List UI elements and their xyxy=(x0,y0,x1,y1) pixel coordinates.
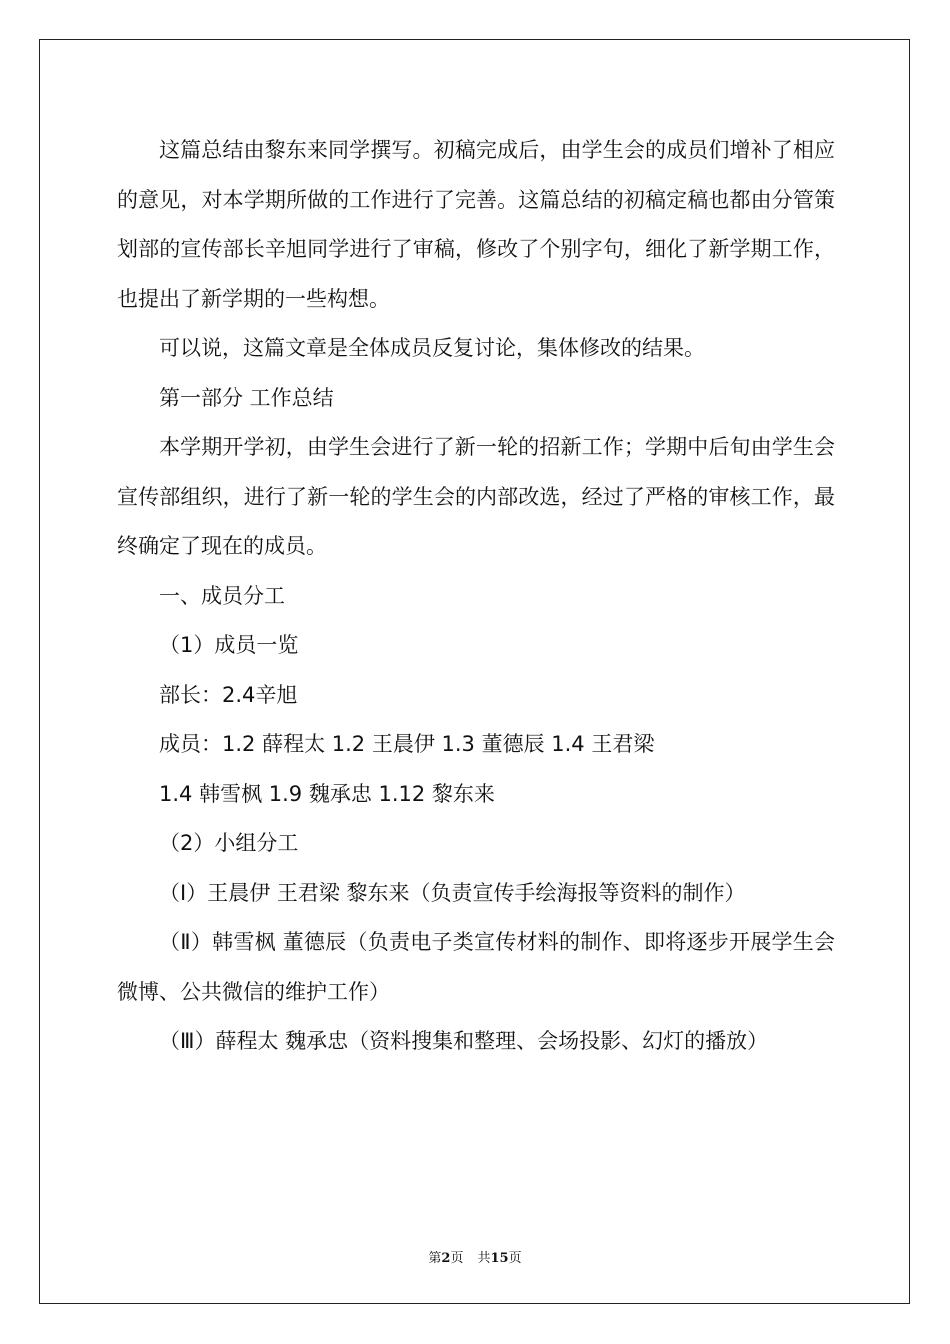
total-pages: 15 xyxy=(490,1251,509,1266)
paragraph-intro: 这篇总结由黎东来同学撰写。初稿完成后，由学生会的成员们增补了相应的意见，对本学期所做的工作进行了完善。这篇总结的初稿定稿也都由分管策划部的宣传部长辛旭同学进行了审稿，修改了个别字句，细化了新学期工作，也提出了新学期的一些构想。 xyxy=(117,138,835,311)
members-line-2: 1.4 韩雪枫 1.9 魏承忠 1.12 黎东来 xyxy=(159,781,495,806)
group-three: （Ⅲ）薛程太 魏承忠（资料搜集和整理、会场投影、幻灯的播放） xyxy=(159,1029,769,1053)
page-footer xyxy=(0,1247,950,1266)
page-prefix: 第 xyxy=(428,1251,442,1266)
paragraph-recruitment: 本学期开学初，由学生会进行了新一轮的招新工作；学期中后旬由学生会宣传部组织，进行了新一轮的学生会的内部改选，经过了严格的审核工作，最终确定了现在的成员。 xyxy=(117,435,835,558)
section-heading-part-one: 第一部分 工作总结 xyxy=(159,385,334,410)
heading-group-division: （2）小组分工 xyxy=(159,831,299,855)
total-prefix: 共 xyxy=(477,1251,491,1266)
heading-member-division: 一、成员分工 xyxy=(159,583,285,608)
page-suffix: 页 xyxy=(450,1251,464,1266)
minister-line: 部长：2.4辛旭 xyxy=(159,682,298,707)
members-line-1: 成员：1.2 薛程太 1.2 王晨伊 1.3 董德辰 1.4 王君梁 xyxy=(159,732,655,756)
total-suffix: 页 xyxy=(508,1251,522,1266)
document-body xyxy=(117,126,835,1067)
heading-member-list: （1）成员一览 xyxy=(159,633,299,657)
group-two: （Ⅱ）韩雪枫 董德辰（负责电子类宣传材料的制作、即将逐步开展学生会微博、公共微信的维护工作） xyxy=(117,930,835,1004)
page-number: 2 xyxy=(441,1251,451,1266)
group-one: （Ⅰ）王晨伊 王君梁 黎东来（负责宣传手绘海报等资料的制作） xyxy=(159,880,746,905)
paragraph-discussion: 可以说，这篇文章是全体成员反复讨论，集体修改的结果。 xyxy=(159,336,705,360)
